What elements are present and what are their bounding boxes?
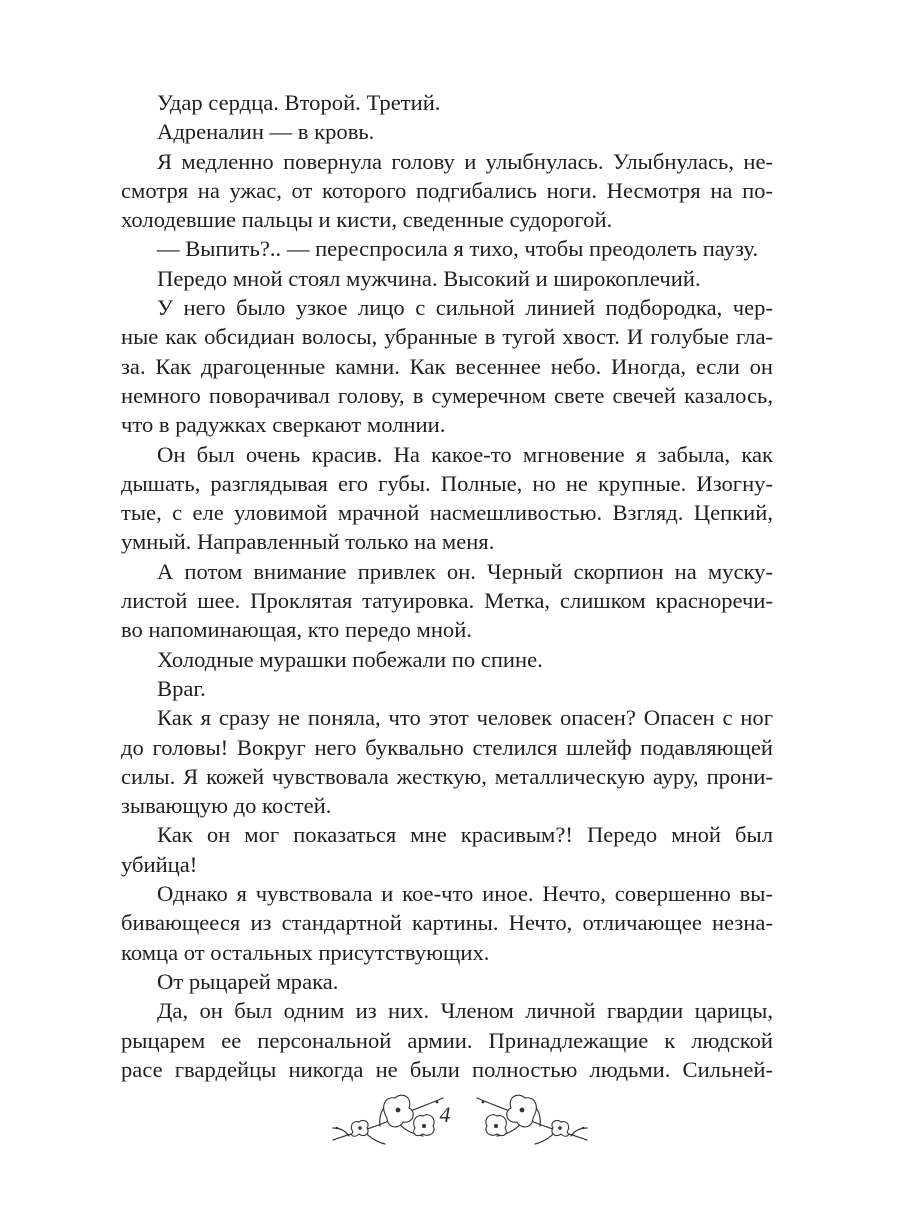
- body-text: [121, 88, 773, 1084]
- right-floral-ornament-icon: [465, 1088, 595, 1158]
- text-line: умный. Направленный только на меня.: [121, 529, 495, 555]
- page-number: 4: [439, 1102, 451, 1127]
- text-line: Я медленно повернула голову и улыбнулась. Улыбнулась, не-: [157, 148, 773, 174]
- text-line: У него было узкое лицо с сильной линией подбородка, чер-: [157, 295, 773, 321]
- text-line: рыцарем ее персональной армии. Принадлежащие к людской: [121, 1027, 773, 1053]
- text-line: холодевшие пальцы и кисти, сведенные судорогой.: [121, 207, 613, 233]
- text-line: Удар сердца. Второй. Третий.: [157, 90, 441, 115]
- text-line: Как я сразу не поняла, что этот человек опасен? Опасен с ног: [157, 705, 773, 731]
- text-line: во напоминающая, кто передо мной.: [121, 617, 472, 643]
- text-line: за. Как драгоценные камни. Как весеннее небо. Иногда, если он: [121, 353, 773, 379]
- text-line: зывающую до костей.: [121, 793, 332, 819]
- text-line: смотря на ужас, от которого подгибались ноги. Несмотря на по-: [121, 177, 773, 203]
- text-line: тые, с еле уловимой мрачной насмешливостью. Взгляд. Цепкий,: [121, 500, 773, 526]
- text-line: дышать, разглядывая его губы. Полные, но не крупные. Изогну-: [121, 470, 773, 496]
- text-line: что в радужках сверкают молнии.: [121, 412, 446, 438]
- text-line: до головы! Вокруг него буквально стелился шлейф подавляющей: [121, 734, 773, 760]
- text-line: Он был очень красив. На какое-то мгновение я забыла, как: [157, 441, 773, 467]
- text-line: расе гвардейцы никогда не были полностью людьми. Сильней-: [121, 1056, 773, 1082]
- text-line: — Выпить?.. — переспросила я тихо, чтобы преодолеть паузу.: [157, 236, 759, 262]
- text-line: Однако я чувствовала и кое-что иное. Нечто, совершенно вы-: [157, 881, 773, 907]
- text-line: листой шее. Проклятая татуировка. Метка, слишком красноречи-: [121, 588, 773, 614]
- text-line: Холодные мурашки побежали по спине.: [157, 646, 543, 672]
- text-line: комца от остальных присутствующих.: [121, 939, 490, 965]
- text-line: От рыцарей мрака.: [157, 968, 339, 994]
- text-line: Враг.: [157, 675, 206, 701]
- text-line: силы. Я кожей чувствовала жесткую, металлическую ауру, прони-: [121, 763, 773, 789]
- text-line: Да, он был одним из них. Членом личной гвардии царицы,: [157, 998, 773, 1024]
- page-footer: [0, 1088, 920, 1158]
- text-line: А потом внимание привлек он. Черный скорпион на муску-: [157, 558, 773, 584]
- text-line: Передо мной стоял мужчина. Высокий и широкоплечий.: [157, 265, 701, 291]
- text-line: Как он мог показаться мне красивым?! Передо мной был: [157, 822, 773, 848]
- text-line: немного поворачивал голову, в сумеречном свете свечей казалось,: [121, 382, 773, 408]
- text-line: бивающееся из стандартной картины. Нечто, отличающее незна-: [121, 910, 773, 936]
- text-line: Адреналин — в кровь.: [157, 119, 375, 145]
- text-line: убийца!: [121, 851, 198, 877]
- text-line: ные как обсидиан волосы, убранные в тугой хвост. И голубые гла-: [121, 324, 773, 350]
